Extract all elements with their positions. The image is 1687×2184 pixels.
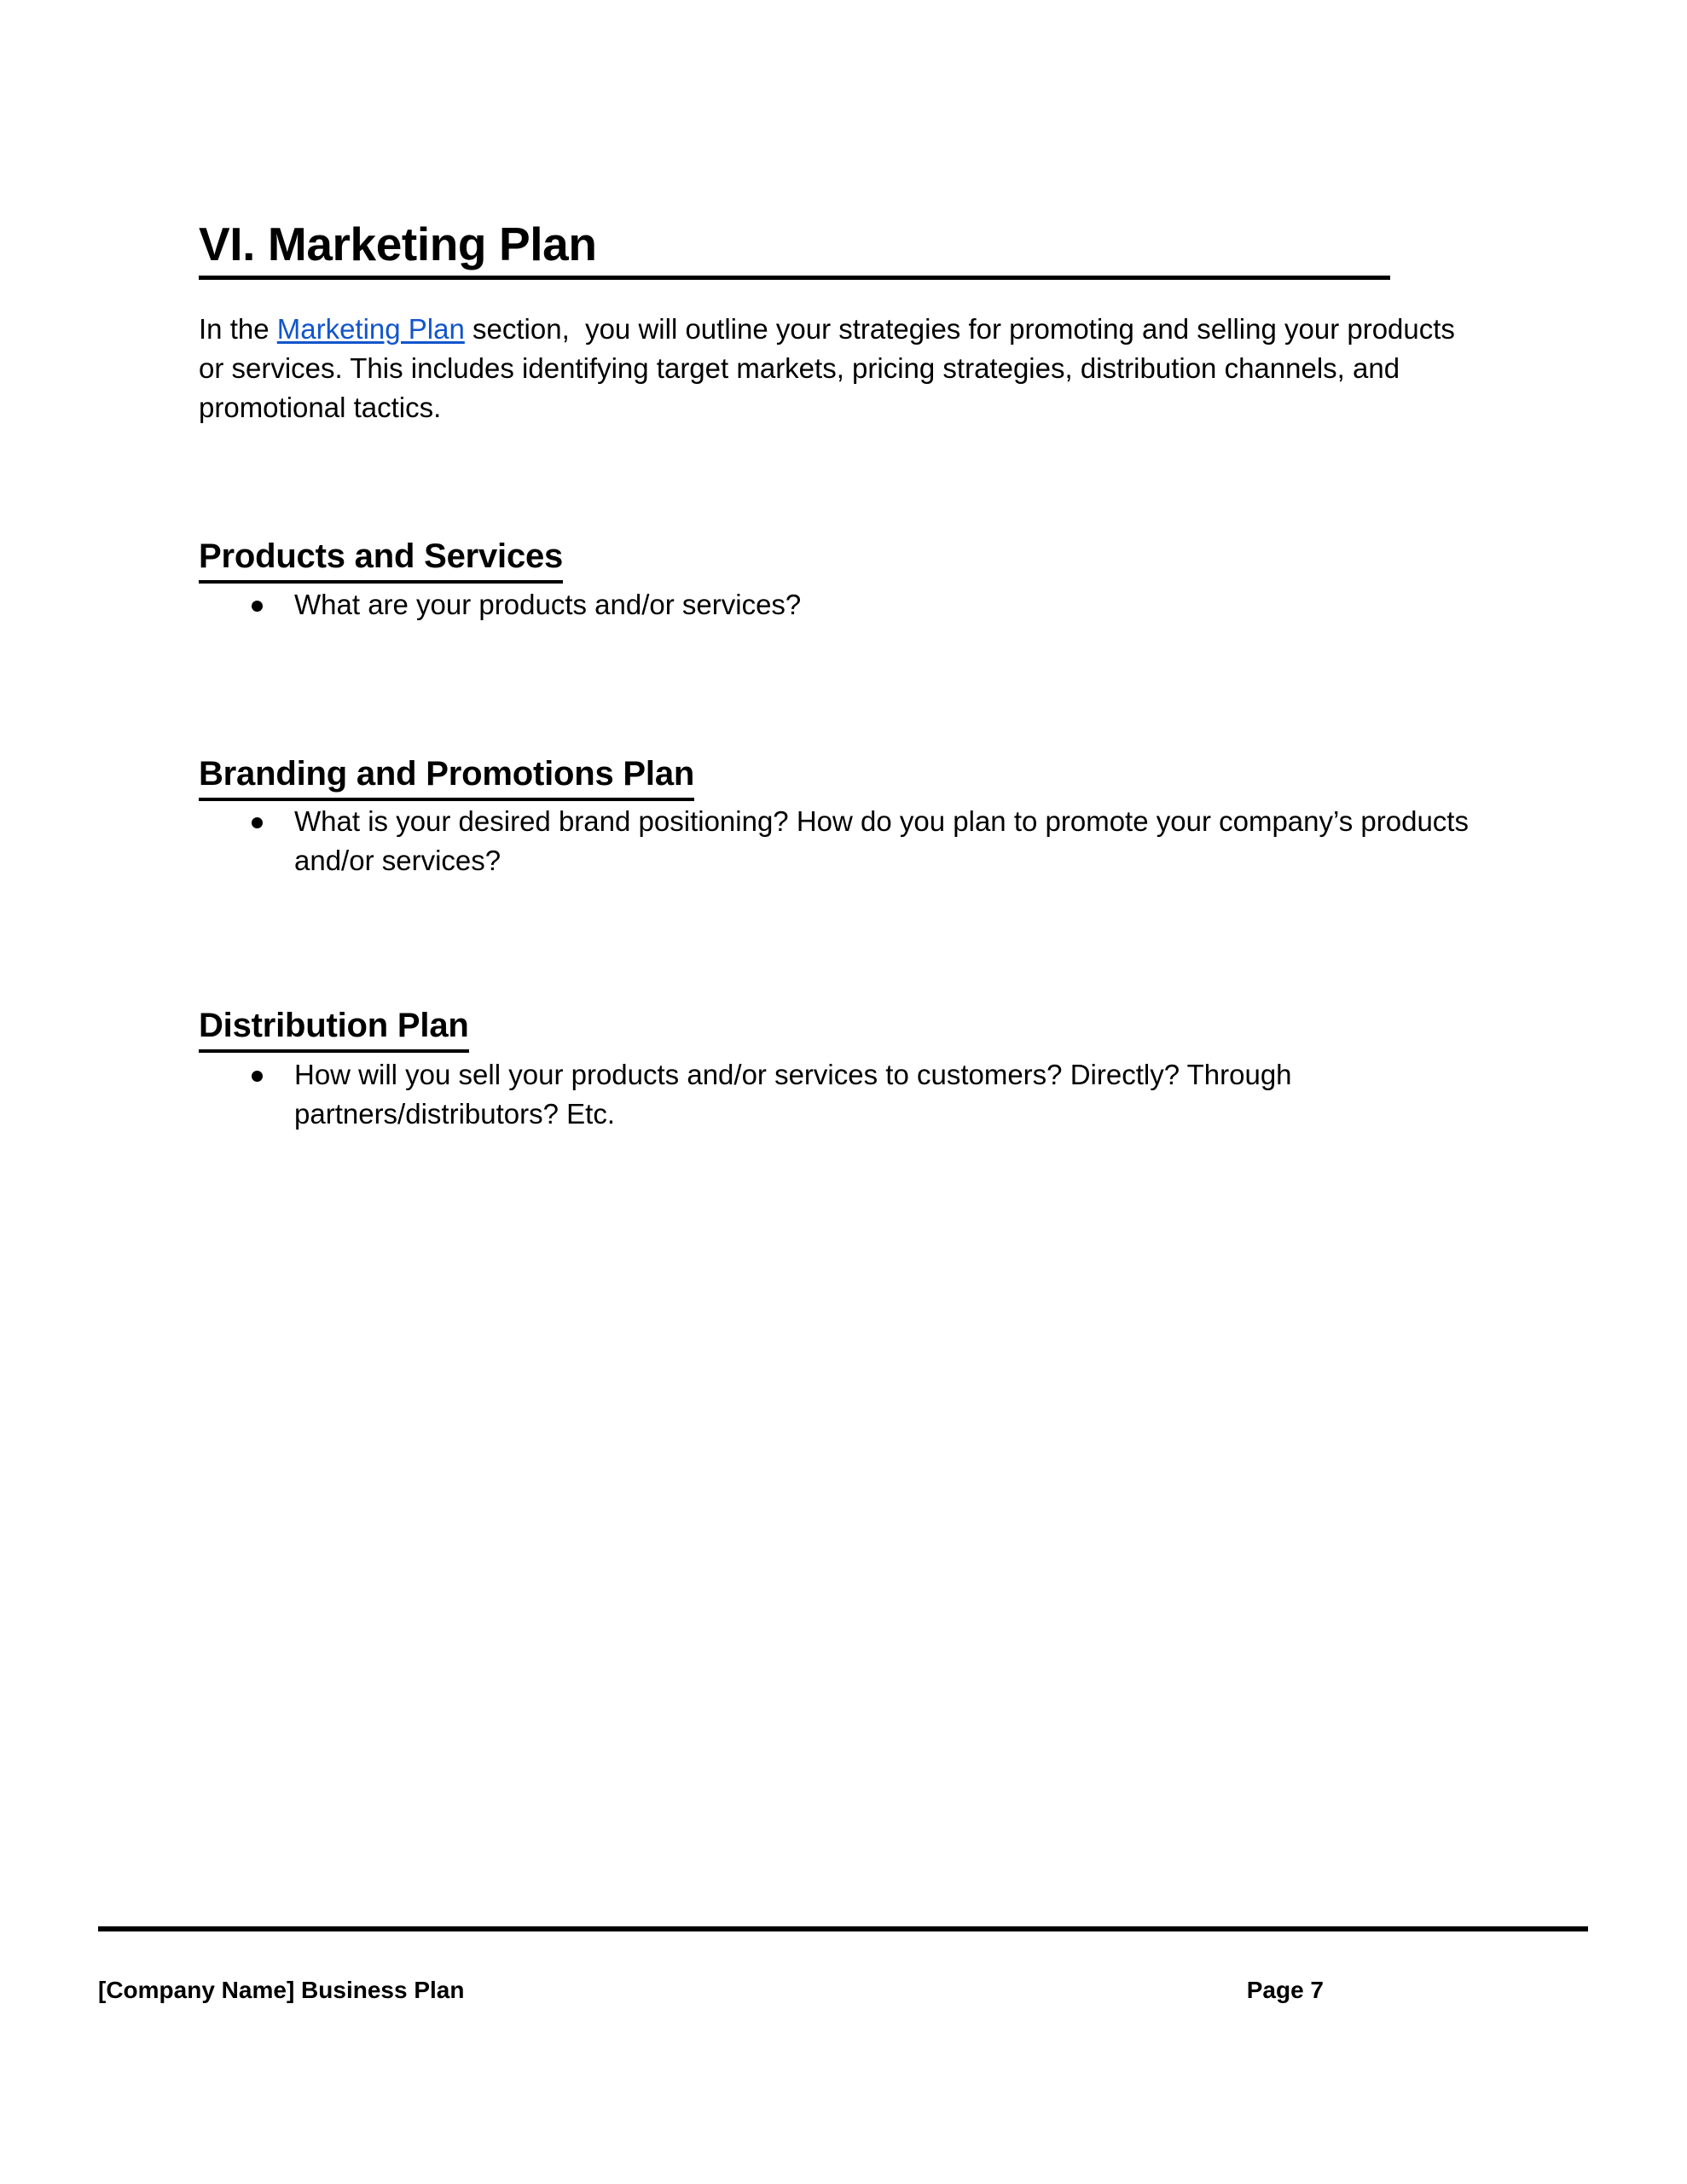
bullet-list-distribution-plan [199, 1055, 1470, 1134]
footer-divider [98, 1926, 1588, 1931]
bullet-dot-icon [252, 601, 263, 612]
page-title: VI. Marketing Plan [199, 218, 1390, 280]
section-heading-products-and-services [199, 536, 563, 584]
page-title-row [199, 186, 1393, 311]
list-item [199, 802, 1470, 880]
list-item [199, 585, 1470, 624]
list-item-text: What are your products and/or services? [294, 589, 802, 620]
bullet-dot-icon [252, 1071, 263, 1082]
list-item-text: What is your desired brand positioning? How do you plan to promote your company’s products and/or services? [294, 805, 1469, 876]
section-heading-distribution-plan-text: Distribution Plan [199, 1005, 469, 1053]
footer-company-name: [Company Name] Business Plan [98, 1977, 465, 2003]
intro-text-before-link: In the [199, 313, 277, 345]
marketing-plan-link[interactable]: Marketing Plan [276, 313, 465, 345]
list-item-text: How will you sell your products and/or services to customers? Directly? Through partners/distributors? Etc. [294, 1059, 1292, 1130]
section-heading-products-and-services-text: Products and Services [199, 536, 563, 584]
section-heading-branding-and-promotions-plan-text: Branding and Promotions Plan [199, 753, 694, 801]
section-heading-distribution-plan [199, 1005, 469, 1053]
footer-page-number: Page 7 [1246, 1977, 1324, 2003]
bullet-list-products-and-services [199, 585, 1470, 624]
intro-paragraph [199, 310, 1474, 427]
page-footer [98, 1971, 1588, 2010]
intro-text-after-link: section, you will outline your strategies for promoting and selling your products or services. This includes identifying target markets, pricing strategies, distribution channels, and promotional tactics. [199, 313, 1464, 423]
section-heading-branding-and-promotions-plan [199, 753, 694, 801]
bullet-dot-icon [252, 817, 263, 828]
bullet-list-branding-and-promotions-plan [199, 802, 1470, 880]
list-item [199, 1055, 1470, 1134]
